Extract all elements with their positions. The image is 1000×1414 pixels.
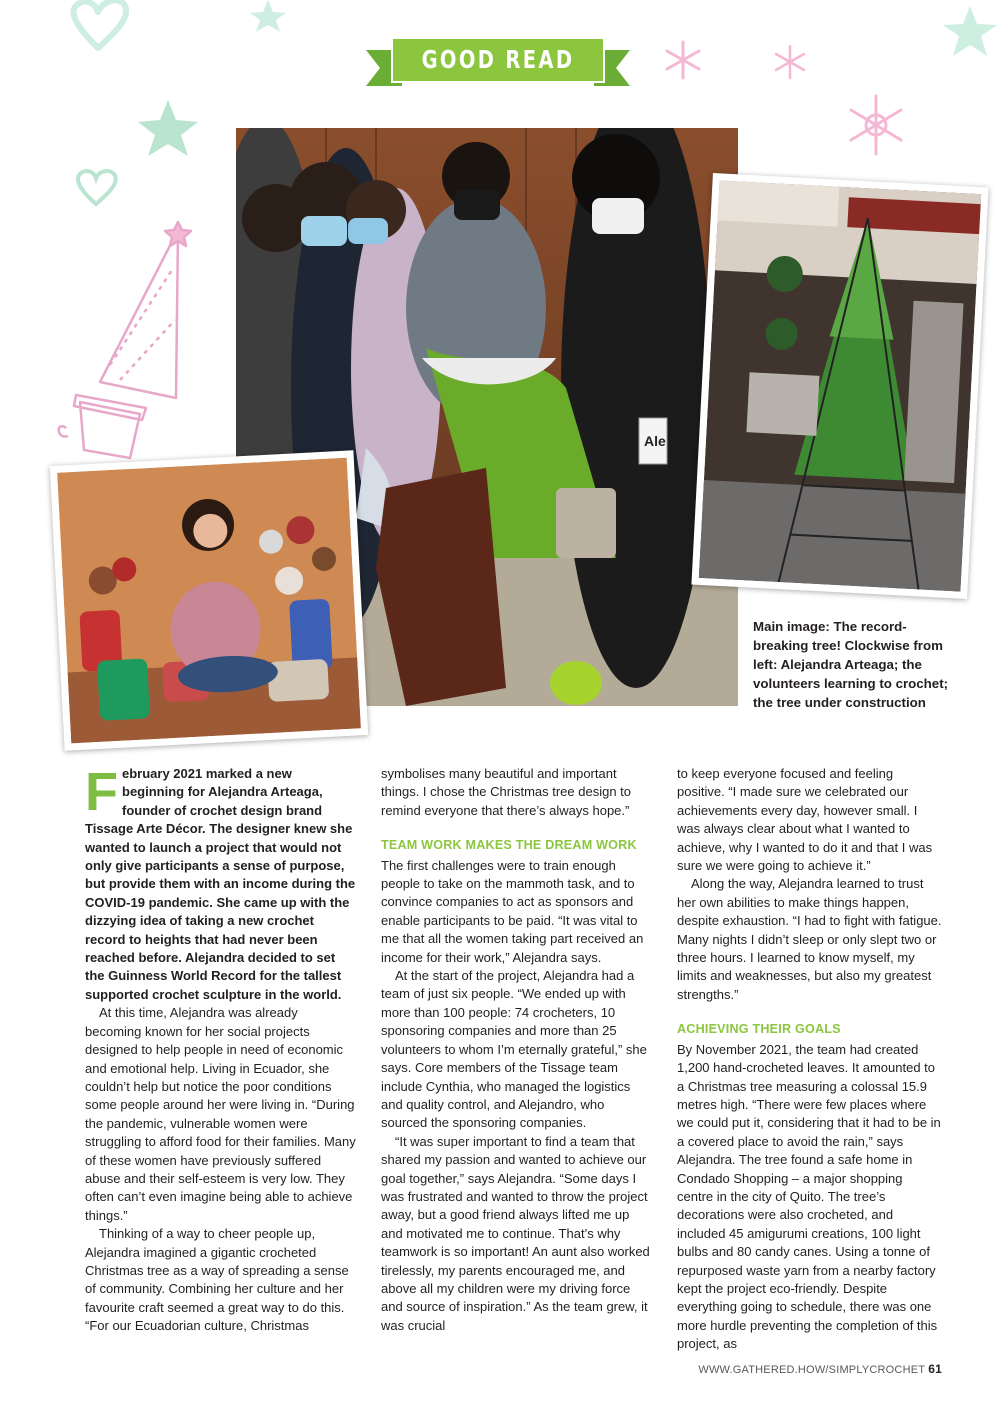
photo-caption: Main image: The record-breaking tree! Clockwise from left: Alejandra Arteaga; the volunteers learning to crochet; the tree under construction [753,619,949,710]
alejandra-photo-frame [50,450,368,751]
heart-icon [74,0,127,48]
snowflake-icon [851,96,901,154]
body-paragraph: Thinking of a way to cheer people up, Alejandra imagined a gigantic crocheted Christmas tree as a way of spreading a sense of community. Combining her culture and her favourite craft seemed a great way to do this. “For our Ecuadorian culture, Christmas [85,1226,349,1334]
body-paragraph: Along the way, Alejandra learned to trust her own abilities to make things happen, despite exhaustion. “I had to fight with fatigue. Many nights I didn’t sleep or only slept two or three hours. I learned to know myself, my limits and weaknesses, but also my greatest strengths.” [677,876,942,1002]
banner-label: GOOD READ [421,45,575,74]
lede-text: ebruary 2021 marked a new beginning for Alejandra Arteaga, founder of crochet design brand Tissage Arte Décor. The designer knew she wanted to launch a project that would not only give participants a sense of purpose, but provide them with an income during the COVID-19 pandemic. She came up with the dizzying idea of taking a new crochet record to heights that had never been reached before. Alejandra decided to set the Guinness World Record for the tallest supported crochet sculpture in the world. [85,766,356,1002]
body-paragraph-continued: symbolises many beautiful and important things. I chose the Christmas tree design to remind everyone that there’s always hope.” [381,766,632,818]
page-footer [698,1362,942,1376]
tree-construction-photo [699,180,981,591]
body-paragraph: At the start of the project, Alejandra had a team of just six people. “We ended up with more than 100 people: 74 crocheters, 10 sponsoring companies and more than 25 volunteers to whom I’m eternally grateful,” she says. Core members of the Tissage team include Cynthia, who managed the logistics and quality control, and Alejandro, who sourced the sponsoring companies. [381,968,647,1131]
christmas-tree-doodle-icon [59,222,191,458]
subheading: ACHIEVING THEIR GOALS [677,1022,841,1037]
snowflake-icon [776,46,804,78]
alejandra-photo [57,458,361,744]
body-paragraph: At this time, Alejandra was already becoming known for her social projects designed to help people in need of economic and emotional help. Living in Ecuador, she couldn’t help but notice the poor conditions some people around her were living in. “During the pandemic, vulnerable women were struggling to afford food for their families. Many of these women have previously suffered abuse and their self-esteem is very low. They often can’t even imagine being able to achieve things.” [85,1005,356,1223]
snowflake-icon [667,42,699,78]
star-icon [250,0,286,32]
name-badge-text: Ale [644,433,666,449]
drop-cap: F [85,762,118,822]
body-paragraph: “It was super important to find a team that shared my passion and wanted to achieve our goal together,” says Alejandra. “Some days I was frustrated and wanted to throw the project away, but a good friend always lifted me up and motivated me to continue. That’s why teamwork is so important! An aunt also worked tirelessly, my parents encouraged me, and above all my children were my driving force and source of inspiration.” As the team grew, it was crucial [381,1133,650,1333]
subheading: TEAM WORK MAKES THE DREAM WORK [381,838,637,853]
page-number: 61 [928,1362,942,1376]
article-column-1 [85,762,357,1336]
article-column-3 [677,765,942,1354]
star-icon [138,100,198,156]
good-read-banner [362,36,634,90]
article-column-2 [381,765,653,1335]
star-icon [943,6,997,56]
body-paragraph: By November 2021, the team had created 1,200 hand-crocheted leaves. It amounted to a Christmas tree measuring a colossal 15.9 metres high. “There were few places where we could put it, considering that it had to be in a covered place to avoid the rain,” says Alejandra. The tree found a safe home in Condado Shopping – a major shopping centre in the city of Quito. The tree’s decorations were also crocheted, and included 45 amigurumi creations, 100 light bulbs and 80 candy canes. Using a tonne of repurposed waste yarn from a nearby factory kept the project eco-friendly. Despite everything going to schedule, there was one more hurdle preventing the completion of this project, as [677,1041,941,1352]
body-paragraph: The first challenges were to train enough people to take on the mammoth task, and to convince companies to act as sponsors and enable participants to be paid. “It was vital to me that all the women taking part received an income for their work,” Alejandra says. [381,857,644,965]
body-paragraph-continued: to keep everyone focused and feeling positive. “I made sure we celebrated our achievements every day, however small. I was always clear about what I wanted to achieve, why I wanted to do it and that I was sure we were going to achieve it.” [677,766,933,874]
tree-construction-photo-frame [691,173,988,599]
heart-icon [78,171,116,204]
lede-paragraph [85,762,357,1004]
footer-url: WWW.GATHERED.HOW/SIMPLYCROCHET [698,1364,925,1376]
